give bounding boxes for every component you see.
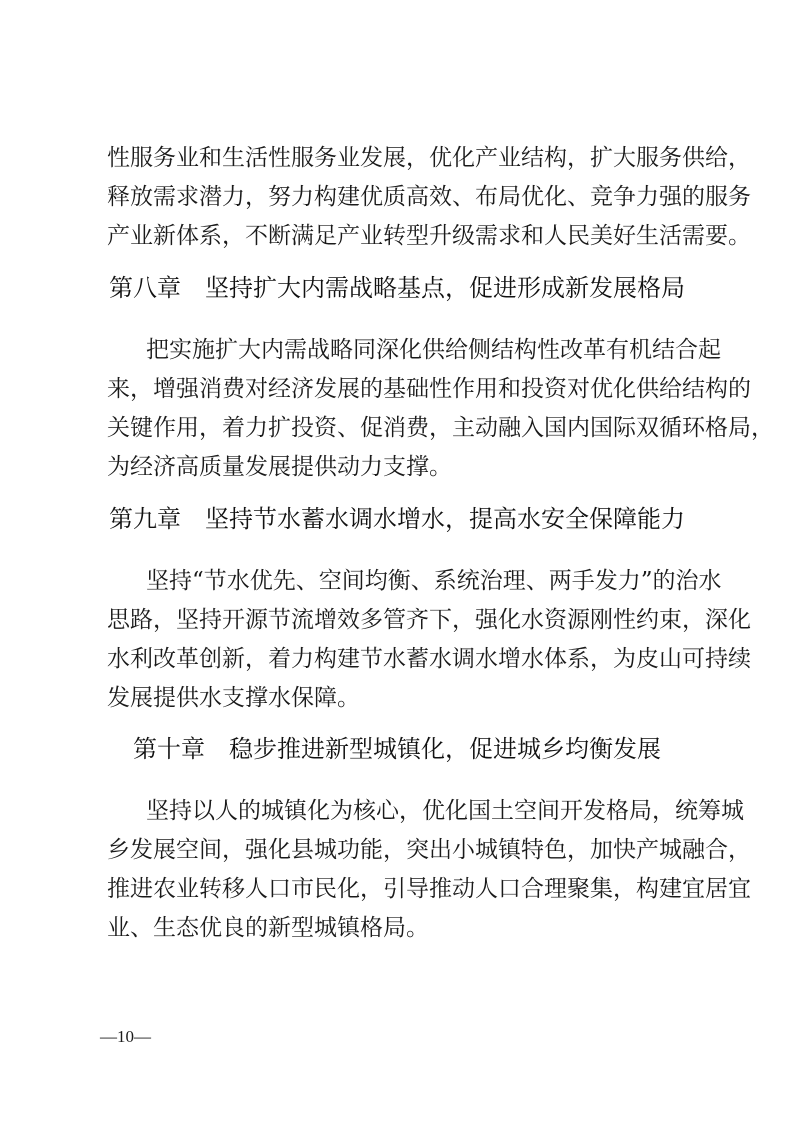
chapter-8-line-3: 关键作用，着力扩投资、促消费，主动融入国内国际双循环格局，: [107, 415, 774, 441]
page-number: —10—: [100, 1027, 151, 1046]
chapter-10-line-3: 推进农业转移人口市民化，引导推动人口合理聚集，构建宜居宜: [107, 876, 751, 902]
chapter-9-heading: 第九章 坚持节水蓄水调水增水，提高水安全保障能力: [109, 505, 685, 533]
chapter-9-line-2: 思路，坚持开源节流增效多管齐下，强化水资源刚性约束，深化: [107, 607, 751, 633]
chapter-9-line-3: 水利改革创新，着力构建节水蓄水调水增水体系，为皮山可持续: [107, 646, 751, 672]
chapter-10-line-1: 坚持以人的城镇化为核心，优化国土空间开发格局，统筹城: [146, 798, 744, 824]
chapter-8-line-2: 来，增强消费对经济发展的基础性作用和投资对优化供给结构的: [107, 376, 751, 402]
chapter-9-line-1: 坚持“节水优先、空间均衡、系统治理、两手发力”的治水: [146, 568, 722, 594]
chapter-8-heading: 第八章 坚持扩大内需战略基点，促进形成新发展格局: [109, 274, 685, 302]
chapter-8-line-1: 把实施扩大内需战略同深化供给侧结构性改革有机结合起: [146, 337, 721, 363]
chapter-8-line-4: 为经济高质量发展提供动力支撑。: [107, 454, 452, 480]
intro-line-2: 释放需求潜力，努力构建优质高效、布局优化、竞争力强的服务: [107, 184, 751, 210]
chapter-10-line-4: 业、生态优良的新型城镇格局。: [107, 915, 429, 941]
intro-line-3: 产业新体系，不断满足产业转型升级需求和人民美好生活需要。: [107, 223, 751, 249]
chapter-10-heading: 第十章 稳步推进新型城镇化，促进城乡均衡发展: [133, 735, 661, 763]
chapter-9-line-4: 发展提供水支撑水保障。: [107, 685, 360, 711]
chapter-10-line-2: 乡发展空间，强化县城功能，突出小城镇特色，加快产城融合，: [107, 837, 751, 863]
intro-line-1: 性服务业和生活性服务业发展，优化产业结构，扩大服务供给，: [107, 145, 751, 171]
